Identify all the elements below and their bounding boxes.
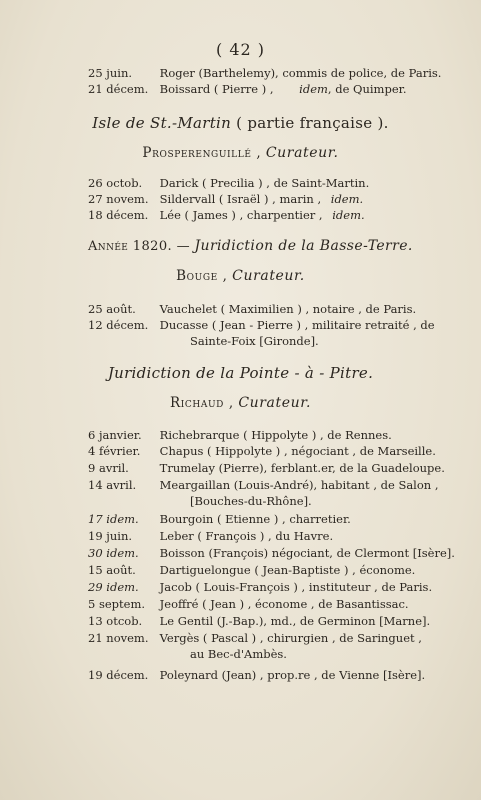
entry-date: 25 août. bbox=[88, 302, 136, 316]
entry-text: Bourgoin ( Etienne ) , charretier. bbox=[159, 512, 351, 526]
entry-row bbox=[88, 176, 457, 190]
entry-text: Vauchelet ( Maximilien ) , notaire , de Paris. bbox=[159, 302, 417, 316]
entry-row bbox=[88, 580, 457, 594]
entry-text: Boisson (François) négociant, de Clermont [Isère]. bbox=[159, 546, 455, 560]
entry-text: Sildervall ( Israël ) , marin , bbox=[159, 192, 322, 206]
entry-text: Le Gentil (J.-Bap.), md., de Germinon [Marne]. bbox=[159, 614, 431, 628]
entry-text: Leber ( François ) , du Havre. bbox=[159, 529, 334, 543]
entry-row bbox=[88, 478, 457, 492]
entry-text: Lée ( James ) , charpentier , bbox=[159, 208, 323, 222]
entry-date: 30 idem. bbox=[88, 546, 139, 560]
entry-row bbox=[88, 318, 457, 332]
section-heading-title: Isle de St.-Martin bbox=[92, 114, 232, 132]
entry-date: 29 idem. bbox=[88, 580, 139, 594]
entry-date: 5 septem. bbox=[88, 597, 146, 611]
year-dash: — bbox=[176, 239, 190, 254]
entry-text: Ducasse ( Jean - Pierre ) , militaire retraité , de bbox=[159, 318, 435, 332]
entry-date: 21 décem. bbox=[88, 82, 149, 96]
entry-date: 26 octob. bbox=[88, 176, 143, 190]
entry-text: Darick ( Precilia ) , de Saint-Martin. bbox=[159, 176, 370, 190]
entry-text: au Bec-d'Ambès. bbox=[190, 647, 287, 661]
entry-date: 12 décem. bbox=[88, 318, 149, 332]
entry-row bbox=[88, 614, 457, 628]
curator-role: Curateur. bbox=[238, 395, 312, 411]
curator-name: Richaud , bbox=[169, 395, 234, 411]
entry-row bbox=[88, 428, 457, 442]
entry-continuation bbox=[190, 494, 457, 508]
entry-text: Vergès ( Pascal ) , chirurgien , de Saringuet , bbox=[159, 631, 422, 645]
entry-idem: idem bbox=[299, 82, 328, 96]
entry-row bbox=[88, 668, 457, 682]
section-heading-suffix: ( partie française ). bbox=[236, 114, 389, 132]
entry-date: 4 février. bbox=[88, 444, 141, 458]
entry-idem: idem. bbox=[330, 192, 364, 206]
entry-row bbox=[88, 563, 457, 577]
curator-role: Curateur. bbox=[265, 145, 339, 161]
curator-name: Bouge , bbox=[176, 268, 228, 284]
entry-date: 14 avril. bbox=[88, 478, 137, 492]
entry-date: 15 août. bbox=[88, 563, 136, 577]
section-heading-title: Juridiction de la Pointe - à - Pitre. bbox=[107, 364, 374, 382]
entry-row bbox=[88, 461, 457, 475]
entry-text: Dartiguelongue ( Jean-Baptiste ) , économe. bbox=[159, 563, 416, 577]
entry-row bbox=[88, 546, 457, 560]
entry-date: 18 décem. bbox=[88, 208, 149, 222]
page-number: ( 42 ) bbox=[215, 40, 265, 59]
entry-text: Jeoffré ( Jean ) , économe , de Basantissac. bbox=[159, 597, 409, 611]
curator-line bbox=[0, 145, 481, 161]
year-heading bbox=[88, 238, 457, 254]
entry-row bbox=[88, 208, 457, 222]
entry-text: Jacob ( Louis-François ) , instituteur , de Paris. bbox=[159, 580, 433, 594]
entry-row bbox=[88, 597, 457, 611]
entry-row bbox=[88, 512, 457, 526]
entry-row bbox=[88, 82, 457, 96]
entry-text: Poleynard (Jean) , prop.re , de Vienne [Isère]. bbox=[159, 668, 426, 682]
year-label: Année 1820. bbox=[88, 239, 173, 254]
entry-row bbox=[88, 444, 457, 458]
entry-row bbox=[88, 66, 457, 80]
entry-text: Roger (Barthelemy), commis de police, de Paris. bbox=[159, 66, 442, 80]
entry-text: Trumelay (Pierre), ferblant.er, de la Guadeloupe. bbox=[159, 461, 445, 475]
entry-idem: idem. bbox=[332, 208, 365, 222]
entry-date: 19 juin. bbox=[88, 529, 133, 543]
entry-text: Meargaillan (Louis-André), habitant , de Salon , bbox=[159, 478, 439, 492]
entry-row bbox=[88, 631, 457, 645]
curator-line bbox=[0, 268, 481, 284]
entry-text: Richebrarque ( Hippolyte ) , de Rennes. bbox=[159, 428, 392, 442]
entry-date: 19 décem. bbox=[88, 668, 149, 682]
section-heading bbox=[0, 114, 481, 132]
entry-date: 6 janvier. bbox=[88, 428, 142, 442]
curator-role: Curateur. bbox=[232, 268, 305, 284]
entry-continuation bbox=[190, 334, 457, 348]
entry-text: Boissard ( Pierre ) , bbox=[159, 82, 274, 96]
entry-text: Sainte-Foix [Gironde]. bbox=[190, 334, 319, 348]
entry-date: 17 idem. bbox=[88, 512, 139, 526]
jurisdiction-title: Juridiction de la Basse-Terre. bbox=[194, 238, 413, 254]
entry-row bbox=[88, 302, 457, 316]
entry-continuation bbox=[190, 647, 457, 661]
entry-date: 25 juin. bbox=[88, 66, 133, 80]
entry-date: 13 otcob. bbox=[88, 614, 143, 628]
entry-text: [Bouches-du-Rhône]. bbox=[190, 494, 312, 508]
entry-date: 21 novem. bbox=[88, 631, 149, 645]
entry-row bbox=[88, 192, 457, 206]
entry-row bbox=[88, 529, 457, 543]
curator-line bbox=[0, 395, 481, 411]
curator-name: Prosperenguillé , bbox=[142, 145, 262, 161]
section-heading bbox=[0, 364, 481, 382]
entry-date: 27 novem. bbox=[88, 192, 149, 206]
entry-date: 9 avril. bbox=[88, 461, 129, 475]
entry-text: Chapus ( Hippolyte ) , négociant , de Marseille. bbox=[159, 444, 436, 458]
entry-text-after: , de Quimper. bbox=[327, 82, 407, 96]
